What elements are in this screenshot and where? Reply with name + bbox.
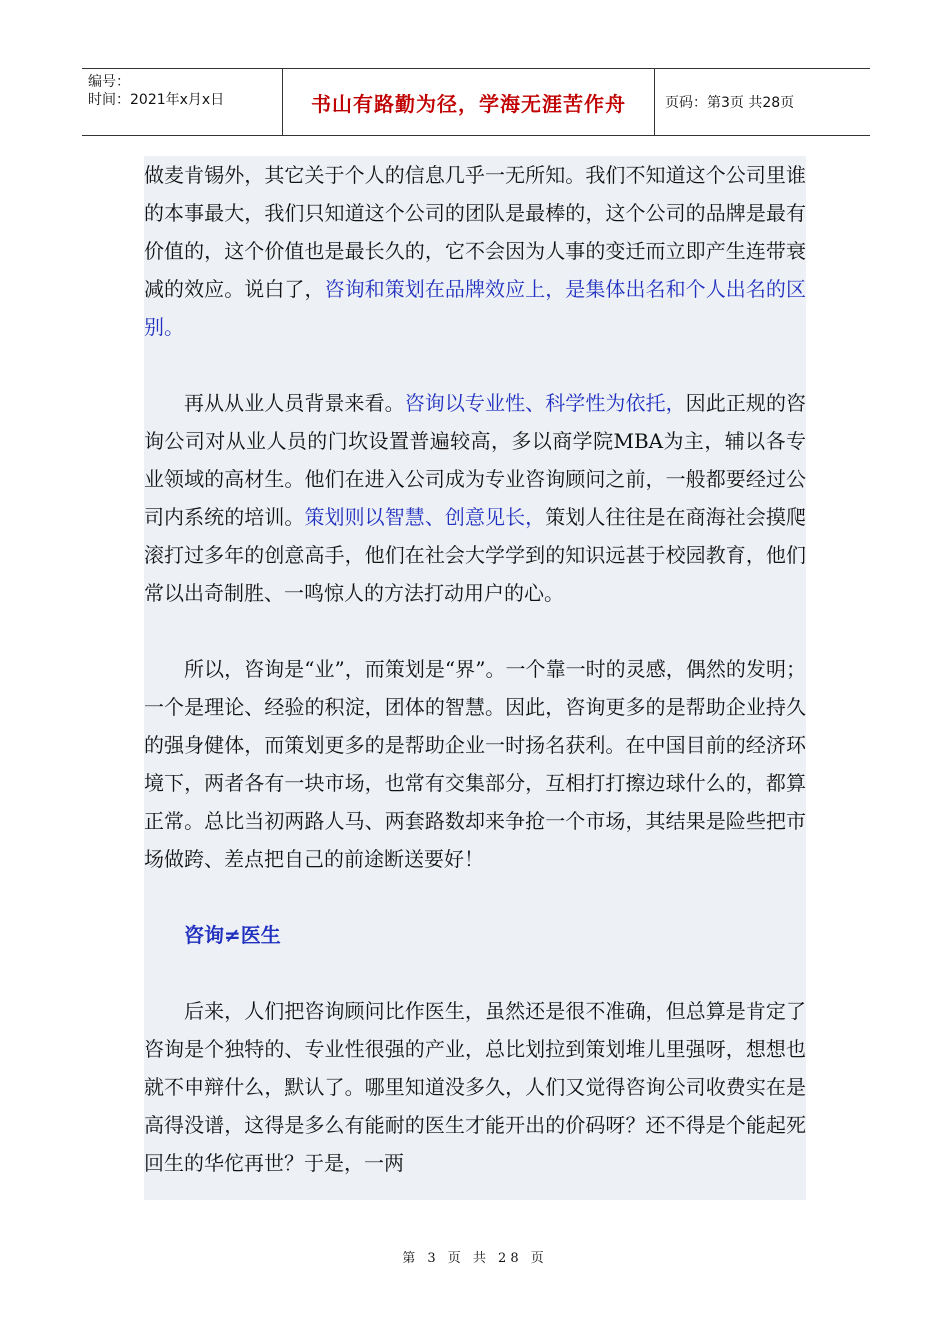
section-heading: 咨询≠医生 xyxy=(184,923,281,947)
page-footer: 第 3 页 共 28 页 xyxy=(402,1251,548,1266)
paragraph-2-text-b: 因此正规的咨询公司对从业人员的门坎设置普遍较高，多以商学院MBA为主，辅以各专业领域的高材生。他们在进入公司成为专业咨询顾问之前，一般都要经过公司内系统的培训。 xyxy=(144,391,807,529)
paragraph-2-text-a: 再从从业人员背景来看。 xyxy=(184,391,405,415)
paragraph-1-text: 做麦肯锡外，其它关于个人的信息几乎一无所知。我们不知道这个公司里谁的本事最大，我们只知道这个公司的团队是最棒的，这个公司的品牌是最有价值的，这个价值也是最长久的，它不会因为人事的变迁而立即产生连带衰减的效应。说白了， xyxy=(144,163,806,301)
paragraph-3: 所以，咨询是“业”，而策划是“界”。一个靠一时的灵感，偶然的发明；一个是理论、经验的积淀，团体的智慧。因此，咨询更多的是帮助企业持久的强身健体，而策划更多的是帮助企业一时扬名获利。在中国目前的经济环境下，两者各有一块市场，也常有交集部分，互相打打擦边球什么的，都算正常。总比当初两路人马、两套路数却来争抢一个市场，其结果是险些把市场做跨、差点把自己的前途断送要好！ xyxy=(144,657,806,871)
paragraph-1 xyxy=(144,156,806,346)
document-time-label: 时间：2021年x月x日 xyxy=(88,92,225,108)
paragraph-2-highlight-a: 咨询以专业性、科学性为依托， xyxy=(404,391,686,415)
page-header xyxy=(82,68,870,136)
header-meta xyxy=(82,69,282,135)
document-number-label: 编号： xyxy=(88,74,130,90)
paragraph-2-text-c: 策划人往往是在商海社会摸爬滚打过多年的创意高手，他们在社会大学学到的知识远甚于校园教育，他们常以出奇制胜、一鸣惊人的方法打动用户的心。 xyxy=(144,505,806,605)
paragraph-2-highlight-b: 策划则以智慧、创意见长， xyxy=(304,505,546,529)
paragraph-1-highlight: 咨询和策划在品牌效应上，是集体出名和个人出名的区别。 xyxy=(144,277,806,339)
paragraph-4: 后来，人们把咨询顾问比作医生，虽然还是很不准确，但总算是肯定了咨询是个独特的、专业性很强的产业，总比划拉到策划堆儿里强呀，想想也就不申辩什么，默认了。哪里知道没多久，人们又觉得咨询公司收费实在是高得没谱，这得是多么有能耐的医生才能开出的价码呀？还不得是个能起死回生的华佗再世？于是，一两 xyxy=(144,999,806,1175)
document-body xyxy=(144,156,806,1200)
header-motto: 书山有路勤为径，学海无涯苦作舟 xyxy=(282,69,655,135)
paragraph-2 xyxy=(144,384,806,612)
header-page-info: 页码：第3页 共28页 xyxy=(665,95,795,111)
